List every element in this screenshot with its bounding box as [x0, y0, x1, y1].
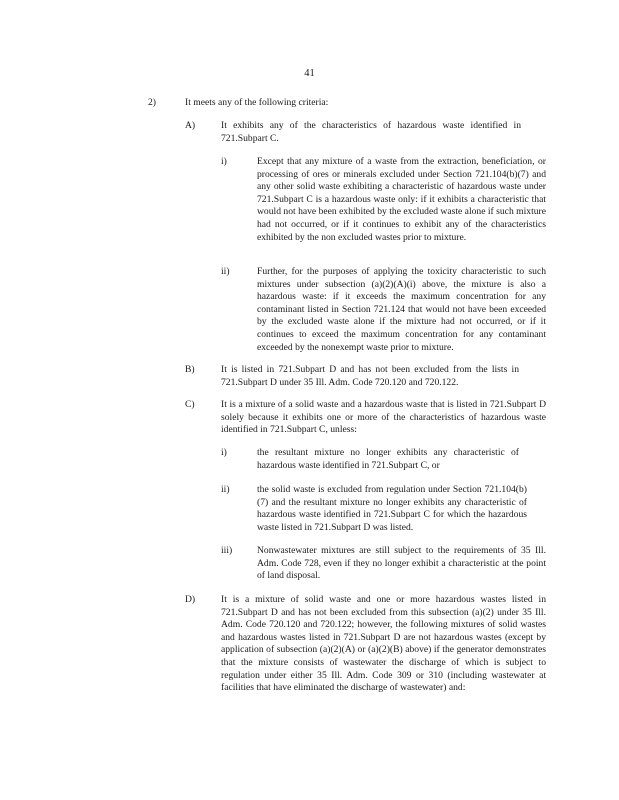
item-c-ii-text: the solid waste is excluded from regulation under Section 721.104(b)(7) and the resultant mixture no longer exhibits any characteristic of hazardous waste identified in 721.Subpart C for which the hazardous waste listed in 721.Subpart D was listed.	[257, 484, 527, 533]
item-a-i-label: i)	[221, 156, 227, 167]
item-c-iii-text: Nonwastewater mixtures are still subject to the requirements of 35 Ill. Adm. Code 728, even if they no longer exhibit a characteristic at the point of land disposal.	[257, 545, 546, 582]
item-a-i-text: Except that any mixture of a waste from the extraction, beneficiation, or processing of ores or minerals excluded under Section 721.104(b)(7) and any other solid waste exhibiting a characteristic of hazardous waste under 721.Subpart C is a hazardous waste only: if it exhibits a characteristic that would not have been exhibited by the excluded waste alone if such mixture had not occurred, or if it continues to exhibit any of the characteristics exhibited by the non excluded wastes prior to mixture.	[257, 156, 546, 243]
page-number: 41	[304, 68, 315, 79]
item-2-label: 2)	[148, 97, 156, 108]
item-a-ii-label: ii)	[221, 266, 230, 277]
item-d-label: D)	[185, 594, 196, 605]
item-c-label: C)	[185, 399, 195, 410]
item-c-text: It is a mixture of a solid waste and a hazardous waste that is listed in 721.Subpart D solely because it exhibits one or more of the characteristics of hazardous waste identified in 721.Subpart C, unless:	[221, 399, 546, 436]
item-2-text: It meets any of the following criteria:	[185, 97, 329, 108]
item-a-ii-text: Further, for the purposes of applying the toxicity characteristic to such mixtures under subsection (a)(2)(A)(i) above, the mixture is also a hazardous waste: if it exceeds the maximum concentration for any contaminant listed in Section 721.124 that would not have been exceeded by the excluded waste alone if the mixture had not occurred, or if it continues to exceed the maximum concentration for any contaminant exceeded by the nonexempt waste prior to mixture.	[257, 266, 546, 353]
item-d-text: It is a mixture of solid waste and one or more hazardous wastes listed in 721.Subpart D and has not been excluded from this subsection (a)(2) under 35 Ill. Adm. Code 720.120 and 720.122; however, the following mixtures of solid wastes and hazardous wastes listed in 721.Subpart D are not hazardous wastes (except by application of subsection (a)(2)(A) or (a)(2)(B) above) if the generator demonstrates that the mixture consists of wastewater the discharge of which is subject to regulation under either 35 Ill. Adm. Code 309 or 310 (including wastewater at facilities that have eliminated the discharge of wastewater) and:	[221, 594, 546, 694]
item-a-label: A)	[185, 120, 196, 131]
item-c-iii-label: iii)	[221, 545, 233, 556]
item-c-i-label: i)	[221, 447, 227, 458]
item-a-text: It exhibits any of the characteristics of hazardous waste identified in 721.Subpart C.	[221, 120, 521, 144]
item-b-text: It is listed in 721.Subpart D and has not been excluded from the lists in 721.Subpart D under 35 Ill. Adm. Code 720.120 and 720.122.	[221, 364, 519, 388]
item-c-i-text: the resultant mixture no longer exhibits any characteristic of hazardous waste identified in 721.Subpart C, or	[257, 447, 519, 471]
item-b-label: B)	[185, 364, 195, 375]
item-c-ii-label: ii)	[221, 484, 230, 495]
